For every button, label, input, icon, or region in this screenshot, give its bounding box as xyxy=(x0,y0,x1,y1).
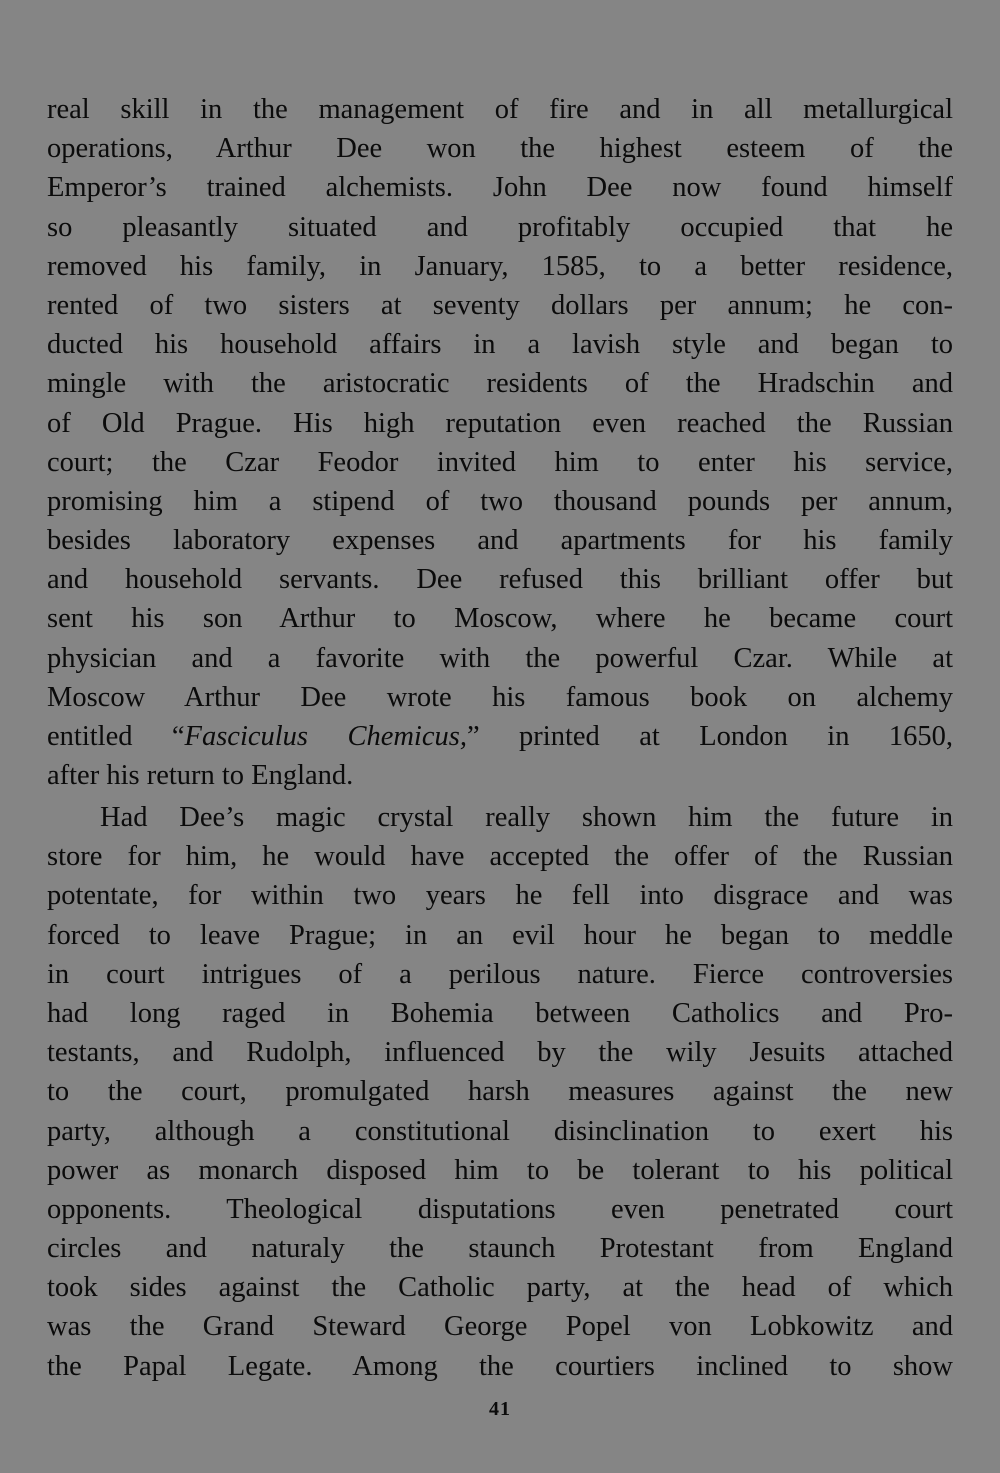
text-line: circles and naturaly the staunch Protestant from England xyxy=(47,1233,953,1265)
text-line: opponents. Theological disputations even penetrated court xyxy=(47,1193,953,1225)
text-line: store for him, he would have accepted the offer of the Russian xyxy=(47,841,953,873)
text-line: real skill in the management of fire and in all metallurgical xyxy=(47,94,953,125)
text-line: potentate, for within two years he fell into disgrace and was xyxy=(47,880,953,912)
text-line: besides laboratory expenses and apartments for his family xyxy=(47,525,953,557)
text-line: forced to leave Prague; in an evil hour he began to meddle xyxy=(47,919,953,951)
paragraph-1 xyxy=(47,90,953,795)
text-line: testants, and Rudolph, influenced by the wily Jesuits attached xyxy=(47,1037,953,1069)
line-suffix: ” printed at London in 1650, xyxy=(466,721,953,752)
text-line: in court intrigues of a perilous nature. Fierce controversies xyxy=(47,958,953,990)
text-line: so pleasantly situated and profitably occupied that he xyxy=(47,211,953,243)
paragraph-2 xyxy=(47,798,953,1386)
text-line: court; the Czar Feodor invited him to enter his service, xyxy=(47,446,953,478)
text-line: operations, Arthur Dee won the highest esteem of the xyxy=(47,133,953,165)
text-line: after his return to England. xyxy=(47,760,354,792)
text-line: had long raged in Bohemia between Catholics and Pro- xyxy=(47,997,953,1029)
text-line: to the court, promulgated harsh measures against the new xyxy=(47,1076,953,1108)
page-number: 41 xyxy=(489,1398,511,1420)
text-line: ducted his household affairs in a lavish style and began to xyxy=(47,329,953,361)
text-line: Emperor’s trained alchemists. John Dee now found himself xyxy=(47,172,953,204)
text-line: sent his son Arthur to Moscow, where he became court xyxy=(47,603,953,635)
text-line: power as monarch disposed him to be tolerant to his political xyxy=(47,1154,953,1186)
text-line: rented of two sisters at seventy dollars per annum; he con- xyxy=(47,289,953,321)
text-line: Had Dee’s magic crystal really shown him the future in xyxy=(100,802,953,833)
book-title: Fasciculus Chemicus, xyxy=(184,721,467,752)
line-prefix: entitled “ xyxy=(47,721,185,752)
text-line: Moscow Arthur Dee wrote his famous book on alchemy xyxy=(47,681,953,713)
text-line: and household servants. Dee refused this brilliant offer but xyxy=(47,564,953,596)
text-line: was the Grand Steward George Popel von Lobkowitz and xyxy=(47,1311,953,1343)
text-line: physician and a favorite with the powerful Czar. While at xyxy=(47,642,953,674)
text-line: promising him a stipend of two thousand pounds per annum, xyxy=(47,485,953,517)
text-line-with-title xyxy=(47,717,953,756)
text-line: party, although a constitutional disinclination to exert his xyxy=(47,1115,953,1147)
text-line: removed his family, in January, 1585, to a better residence, xyxy=(47,250,953,282)
text-line: took sides against the Catholic party, at the head of which xyxy=(47,1272,953,1304)
text-line: of Old Prague. His high reputation even reached the Russian xyxy=(47,407,953,439)
text-line: the Papal Legate. Among the courtiers inclined to show xyxy=(47,1350,953,1382)
text-line: mingle with the aristocratic residents of the Hradschin and xyxy=(47,368,953,400)
